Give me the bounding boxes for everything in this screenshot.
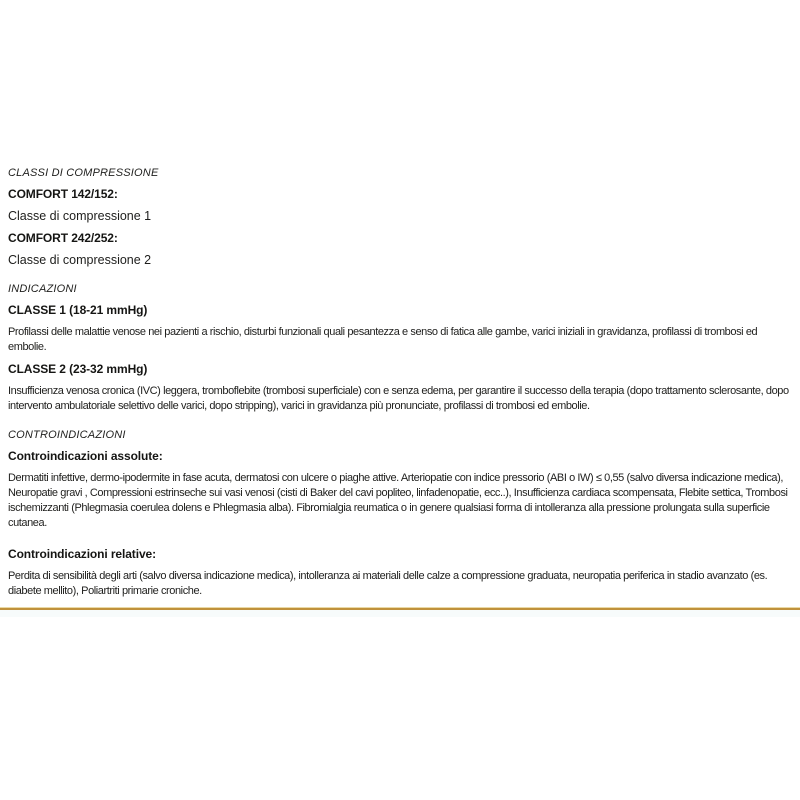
indications-heading: INDICAZIONI (8, 283, 77, 295)
comfort-242-252-value: Classe di compressione 2 (8, 253, 152, 267)
relative-contraindications-label: Controindicazioni relative: (8, 547, 156, 561)
section-indications (8, 282, 792, 414)
classe-2-description: Insufficienza venosa cronica (IVC) leggera, tromboflebite (trombosi superficiale) con e senza edema, per garantire il successo della terapia (dopo trattamento sclerosante, dopo intervento ambulatoriale selettivo delle varici, dopo stripping), varici in gravidanza più pronunciate, profilassi di trombosi ed embolie. (8, 385, 789, 412)
comfort-142-152-value: Classe di compressione 1 (8, 209, 152, 223)
contraindications-heading: CONTROINDICAZIONI (8, 429, 126, 441)
absolute-contraindications-label: Controindicazioni assolute: (8, 449, 163, 463)
absolute-contraindications-text: Dermatiti infettive, dermo-ipodermite in fase acuta, dermatosi con ulcere o piaghe attive. Arteriopatie con indice pressorio (ABI o IW) ≤ 0,55 (salvo diversa indicazione medica), Neuropatie gravi , Compressioni estrinseche sui vasi venosi (cisti di Baker del cavi popliteo, linfadenopatie, ecc..), Insufficienza cardiaca scompensata, Flebite settica, Trombosi ischemizzanti (Phlegmasia coerulea dolens e Phlegmasia alba). Fibromialgia reumatica o in genere qualsiasi forma di intolleranza alla pressione prolungata sulla superficie cutanea. (8, 472, 788, 529)
compression-classes-heading: CLASSI DI COMPRESSIONE (8, 167, 159, 179)
classe-2-label: CLASSE 2 (23-32 mmHg) (8, 362, 148, 376)
section-contraindications (8, 428, 792, 599)
classe-1-description: Profilassi delle malattie venose nei pazienti a rischio, disturbi funzionali quali pesantezza e senso di fatica alle gambe, varici iniziali in gravidanza, profilassi di trombosi ed embolie. (8, 326, 758, 353)
section-compression-classes (8, 166, 792, 268)
comfort-242-252-label: COMFORT 242/252: (8, 231, 118, 245)
below-divider-band (0, 610, 800, 617)
relative-contraindications-text: Perdita di sensibilità degli arti (salvo diversa indicazione medica), intolleranza ai materiali delle calze a compressione graduata, neuropatia periferica in stadio avanzato (es. diabete mellito), Poliartriti primarie croniche. (8, 570, 768, 597)
comfort-142-152-label: COMFORT 142/152: (8, 187, 118, 201)
classe-1-label: CLASSE 1 (18-21 mmHg) (8, 303, 148, 317)
